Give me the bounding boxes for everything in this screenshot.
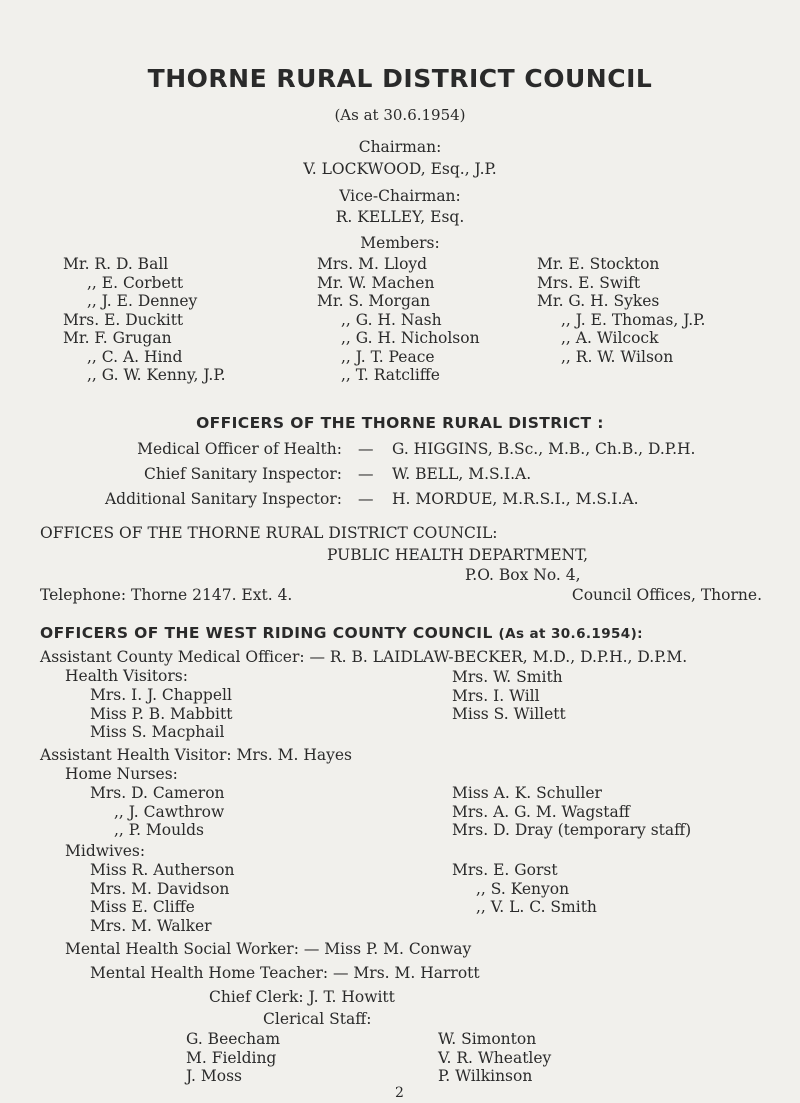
- home-nurse-name: ,, P. Moulds: [114, 821, 204, 839]
- member-name: ,, G. H. Nash: [341, 310, 442, 329]
- member-name: ,, J. E. Denney: [87, 292, 198, 310]
- home-nurse-name: Miss A. K. Schuller: [452, 784, 602, 802]
- home-nurses-label: Home Nurses:: [65, 765, 178, 783]
- members-column-3: [537, 255, 705, 366]
- home-nurse-name: Mrs. D. Cameron: [90, 784, 225, 802]
- clerical-staff-right: [438, 1030, 551, 1086]
- council-offices: Council Offices, Thorne.: [571, 586, 762, 604]
- clerical-staff-left: [186, 1030, 280, 1086]
- health-visitors-left: [90, 686, 232, 742]
- home-nurse-name: Mrs. D. Dray (temporary staff): [452, 821, 692, 839]
- assistant-county-medical-officer: Assistant County Medical Officer: — R. B. LAIDLAW-BECKER, M.D., D.P.H., D.P.M.: [40, 648, 688, 666]
- members-label: Members:: [360, 234, 440, 252]
- officer-dash: —: [358, 440, 374, 458]
- midwives-left: [90, 861, 234, 935]
- clerk-name: P. Wilkinson: [438, 1067, 533, 1085]
- health-visitors-right: [452, 668, 566, 724]
- officer-name: W. BELL, M.S.I.A.: [392, 465, 532, 483]
- west-riding-heading: [40, 624, 643, 644]
- member-name: Mrs. M. Lloyd: [317, 255, 428, 273]
- clerical-staff-label: Clerical Staff:: [263, 1010, 372, 1028]
- members-column-2: [317, 255, 480, 385]
- home-nurse-name: ,, J. Cawthrow: [114, 802, 225, 821]
- midwife-name: Miss E. Cliffe: [90, 898, 195, 916]
- health-visitor-name: Mrs. W. Smith: [452, 668, 563, 686]
- member-name: ,, J. E. Thomas, J.P.: [561, 310, 706, 329]
- health-visitor-name: Miss S. Macphail: [90, 723, 225, 741]
- member-name: Mrs. E. Swift: [537, 273, 641, 292]
- vice-chairman-name: R. KELLEY, Esq.: [335, 208, 465, 226]
- officer-row: [0, 465, 800, 484]
- officer-row: [0, 490, 800, 509]
- as-at-date: (As at 30.6.1954): [334, 106, 466, 124]
- health-visitor-name: Miss P. B. Mabbitt: [90, 704, 233, 723]
- midwife-name: Mrs. E. Gorst: [452, 861, 558, 879]
- health-visitor-name: Mrs. I. Will: [452, 686, 540, 705]
- home-nurses-left: [90, 784, 225, 840]
- member-name: ,, A. Wilcock: [561, 329, 659, 347]
- midwife-name: ,, S. Kenyon: [476, 879, 570, 898]
- west-riding-heading-text: OFFICERS OF THE WEST RIDING COUNTY COUNCIL: [40, 624, 493, 642]
- chairman-name: V. LOCKWOOD, Esq., J.P.: [303, 160, 497, 178]
- assistant-health-visitor: Assistant Health Visitor: Mrs. M. Hayes: [40, 746, 353, 764]
- midwives-right: [452, 861, 597, 917]
- vice-chairman-label: Vice-Chairman:: [339, 187, 461, 205]
- officer-dash: —: [358, 465, 374, 483]
- clerk-name: V. R. Wheatley: [438, 1048, 552, 1067]
- chief-clerk: Chief Clerk: J. T. Howitt: [209, 988, 395, 1006]
- offices-po-box: P.O. Box No. 4,: [465, 566, 581, 584]
- page-title: THORNE RURAL DISTRICT COUNCIL: [147, 64, 653, 93]
- clerk-name: G. Beecham: [186, 1030, 281, 1048]
- officer-role: Additional Sanitary Inspector:: [104, 490, 342, 508]
- members-column-1: [63, 255, 226, 385]
- member-name: Mr. E. Stockton: [537, 255, 660, 273]
- member-name: Mr. G. H. Sykes: [537, 292, 660, 310]
- health-visitor-name: Miss S. Willett: [452, 705, 566, 723]
- member-name: ,, R. W. Wilson: [561, 347, 674, 366]
- clerk-name: W. Simonton: [438, 1030, 537, 1048]
- officer-role: Chief Sanitary Inspector:: [143, 465, 342, 483]
- officers-heading: OFFICERS OF THE THORNE RURAL DISTRICT :: [196, 414, 604, 432]
- health-visitors-label: Health Visitors:: [65, 667, 188, 685]
- officer-role: Medical Officer of Health:: [137, 440, 342, 458]
- clerk-name: M. Fielding: [186, 1048, 277, 1067]
- home-nurse-name: Mrs. A. G. M. Wagstaff: [452, 802, 630, 821]
- member-name: Mr. W. Machen: [317, 273, 435, 292]
- telephone: Telephone: Thorne 2147. Ext. 4.: [40, 586, 293, 604]
- member-name: ,, T. Ratcliffe: [341, 366, 440, 384]
- officer-row: [0, 440, 800, 459]
- chairman-label: Chairman:: [358, 138, 442, 156]
- member-name: Mr. F. Grugan: [63, 329, 172, 347]
- page-number: 2: [395, 1085, 404, 1101]
- midwife-name: ,, V. L. C. Smith: [476, 898, 597, 916]
- member-name: ,, E. Corbett: [87, 273, 184, 292]
- officer-name: G. HIGGINS, B.Sc., M.B., Ch.B., D.P.H.: [392, 440, 696, 458]
- member-name: ,, G. H. Nicholson: [341, 329, 480, 347]
- member-name: Mr. R. D. Ball: [63, 255, 169, 273]
- west-riding-heading-date: (As at 30.6.1954):: [498, 626, 643, 642]
- midwives-label: Midwives:: [65, 842, 146, 860]
- midwife-name: Miss R. Autherson: [90, 861, 235, 879]
- offices-department: PUBLIC HEALTH DEPARTMENT,: [327, 546, 589, 564]
- health-visitor-name: Mrs. I. J. Chappell: [90, 686, 232, 704]
- mental-health-home-teacher: Mental Health Home Teacher: — Mrs. M. Harrott: [90, 964, 480, 982]
- officer-name: H. MORDUE, M.R.S.I., M.S.I.A.: [392, 490, 639, 508]
- member-name: Mr. S. Morgan: [317, 292, 431, 310]
- member-name: ,, C. A. Hind: [87, 347, 183, 366]
- midwife-name: Mrs. M. Davidson: [90, 879, 230, 898]
- midwife-name: Mrs. M. Walker: [90, 916, 212, 935]
- officer-dash: —: [358, 490, 374, 508]
- home-nurses-right: [452, 784, 691, 840]
- mental-health-social-worker: Mental Health Social Worker: — Miss P. M. Conway: [65, 940, 472, 958]
- member-name: Mrs. E. Duckitt: [63, 310, 184, 329]
- clerk-name: J. Moss: [186, 1067, 242, 1085]
- member-name: ,, J. T. Peace: [341, 347, 435, 366]
- offices-heading: OFFICES OF THE THORNE RURAL DISTRICT COUNCIL:: [40, 524, 498, 542]
- member-name: ,, G. W. Kenny, J.P.: [87, 366, 226, 384]
